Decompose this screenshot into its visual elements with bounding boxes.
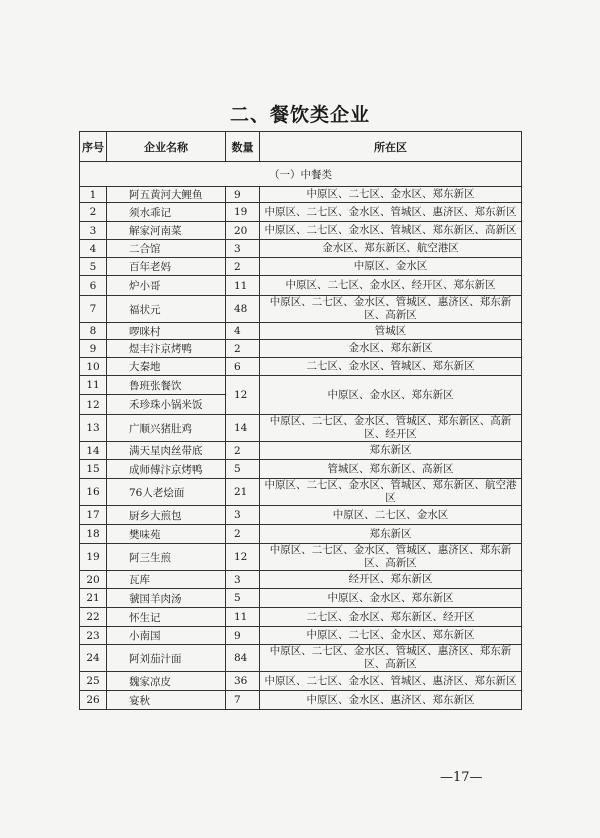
row-district: 中原区、二七区、金水区、管城区、郑东新区、高新区 (260, 222, 522, 240)
page-number: —17— (440, 770, 483, 785)
row-district: 管城区 (260, 323, 522, 340)
row-count: 9 (226, 187, 260, 203)
row-no: 9 (80, 340, 107, 358)
row-district: 管城区、郑东新区、高新区 (260, 460, 522, 479)
table-row (80, 240, 522, 258)
row-no: 11 (80, 376, 107, 395)
table-row (80, 415, 522, 442)
header-district: 所在区 (260, 132, 522, 162)
row-district: 中原区、二七区、金水区、管城区、惠济区、郑东新区、高新区 (260, 645, 522, 672)
table-row (80, 187, 522, 203)
section-row (80, 162, 522, 187)
row-count: 3 (226, 571, 260, 589)
row-count: 14 (226, 415, 260, 442)
row-district: 中原区、金水区、郑东新区 (260, 376, 522, 415)
row-no: 26 (80, 691, 107, 710)
row-district: 中原区、二七区、金水区、管城区、惠济区、郑东新区、高新区 (260, 544, 522, 571)
row-no: 15 (80, 460, 107, 479)
row-district: 郑东新区 (260, 525, 522, 544)
row-name: 小南国 (107, 627, 226, 645)
row-district: 金水区、郑东新区 (260, 340, 522, 358)
row-name: 禾珍珠小锅米饭 (107, 395, 226, 415)
table-row (80, 258, 522, 276)
row-district: 二七区、金水区、管城区、郑东新区 (260, 358, 522, 376)
row-count: 20 (226, 222, 260, 240)
row-no: 17 (80, 506, 107, 525)
row-name: 宴秋 (107, 691, 226, 710)
row-district: 中原区、金水区 (260, 258, 522, 276)
table-row (80, 544, 522, 571)
row-no: 10 (80, 358, 107, 376)
row-count: 2 (226, 258, 260, 276)
row-count: 12 (226, 376, 260, 415)
row-count: 11 (226, 276, 260, 296)
table-row (80, 323, 522, 340)
row-district: 中原区、金水区、惠济区、郑东新区 (260, 691, 522, 710)
row-name: 二合馆 (107, 240, 226, 258)
table-row (80, 358, 522, 376)
row-count: 5 (226, 460, 260, 479)
row-name: 鲁班张餐饮 (107, 376, 226, 395)
row-name: 广顺兴猪肚鸡 (107, 415, 226, 442)
row-count: 19 (226, 203, 260, 222)
row-district: 中原区、二七区、金水区、管城区、惠济区、郑东新区、高新区 (260, 296, 522, 323)
row-name: 阿五黄河大鲤鱼 (107, 187, 226, 203)
table-row (80, 460, 522, 479)
row-count: 3 (226, 506, 260, 525)
table-row (80, 479, 522, 506)
row-count: 21 (226, 479, 260, 506)
row-count: 11 (226, 608, 260, 627)
row-count: 2 (226, 442, 260, 460)
row-name: 魏家凉皮 (107, 672, 226, 691)
table-row (80, 589, 522, 608)
row-no: 23 (80, 627, 107, 645)
row-name: 瓦库 (107, 571, 226, 589)
row-name: 大秦地 (107, 358, 226, 376)
header-name: 企业名称 (107, 132, 226, 162)
row-count: 5 (226, 589, 260, 608)
row-name: 阿刘茄汁面 (107, 645, 226, 672)
header-no: 序号 (80, 132, 107, 162)
table-row (80, 276, 522, 296)
row-count: 9 (226, 627, 260, 645)
row-no: 13 (80, 415, 107, 442)
row-name: 解家河南菜 (107, 222, 226, 240)
row-no: 12 (80, 395, 107, 415)
row-no: 22 (80, 608, 107, 627)
row-no: 18 (80, 525, 107, 544)
row-no: 24 (80, 645, 107, 672)
row-district: 二七区、金水区、郑东新区、经开区 (260, 608, 522, 627)
row-name: 怀生记 (107, 608, 226, 627)
row-name: 虢国羊肉汤 (107, 589, 226, 608)
row-count: 48 (226, 296, 260, 323)
row-no: 16 (80, 479, 107, 506)
row-name: 炉小哥 (107, 276, 226, 296)
row-district: 中原区、二七区、金水区、郑东新区 (260, 187, 522, 203)
row-district: 金水区、郑东新区、航空港区 (260, 240, 522, 258)
table-header-row (80, 132, 522, 162)
row-district: 郑东新区 (260, 442, 522, 460)
row-name: 满天星肉丝带底 (107, 442, 226, 460)
row-name: 厨乡大煎包 (107, 506, 226, 525)
row-no: 6 (80, 276, 107, 296)
table-row (80, 608, 522, 627)
row-count: 6 (226, 358, 260, 376)
row-name: 须水乖记 (107, 203, 226, 222)
row-no: 5 (80, 258, 107, 276)
row-name: 成师傅汴京烤鸭 (107, 460, 226, 479)
row-district: 中原区、二七区、金水区、经开区、郑东新区 (260, 276, 522, 296)
row-name: 百年老妈 (107, 258, 226, 276)
row-count: 2 (226, 340, 260, 358)
table-row (80, 376, 522, 395)
header-count: 数量 (226, 132, 260, 162)
row-district: 中原区、二七区、金水区、管城区、郑东新区、高新区、经开区 (260, 415, 522, 442)
table-row (80, 571, 522, 589)
row-district: 中原区、金水区、郑东新区 (260, 589, 522, 608)
row-no: 2 (80, 203, 107, 222)
row-no: 19 (80, 544, 107, 571)
table-row (80, 296, 522, 323)
table-row (80, 506, 522, 525)
table-row (80, 627, 522, 645)
table-row (80, 340, 522, 358)
table-row (80, 672, 522, 691)
row-no: 3 (80, 222, 107, 240)
row-district: 中原区、二七区、金水区 (260, 506, 522, 525)
row-count: 36 (226, 672, 260, 691)
row-district: 中原区、二七区、金水区、管城区、惠济区、郑东新区 (260, 203, 522, 222)
row-name: 啰咪村 (107, 323, 226, 340)
row-count: 7 (226, 691, 260, 710)
row-district: 经开区、郑东新区 (260, 571, 522, 589)
table-row (80, 525, 522, 544)
row-count: 4 (226, 323, 260, 340)
row-district: 中原区、二七区、金水区、管城区、惠济区、郑东新区 (260, 672, 522, 691)
row-count: 84 (226, 645, 260, 672)
row-count: 3 (226, 240, 260, 258)
row-name: 福状元 (107, 296, 226, 323)
table-row (80, 203, 522, 222)
table-row (80, 645, 522, 672)
table-row (80, 222, 522, 240)
page-title: 二、餐饮类企业 (229, 104, 370, 126)
enterprise-table (79, 131, 522, 710)
row-district: 中原区、二七区、金水区、管城区、郑东新区、航空港区 (260, 479, 522, 506)
row-name: 阿三生煎 (107, 544, 226, 571)
row-count: 12 (226, 544, 260, 571)
row-no: 20 (80, 571, 107, 589)
row-name: 樊味苑 (107, 525, 226, 544)
row-count: 2 (226, 525, 260, 544)
table-row (80, 691, 522, 710)
section-label: （一）中餐类 (80, 162, 522, 187)
row-no: 7 (80, 296, 107, 323)
row-no: 1 (80, 187, 107, 203)
row-name: 76人老烩面 (107, 479, 226, 506)
table-row (80, 442, 522, 460)
row-no: 4 (80, 240, 107, 258)
row-no: 21 (80, 589, 107, 608)
row-no: 25 (80, 672, 107, 691)
row-no: 14 (80, 442, 107, 460)
row-no: 8 (80, 323, 107, 340)
row-district: 中原区、二七区、金水区、郑东新区 (260, 627, 522, 645)
row-name: 煜丰汴京烤鸭 (107, 340, 226, 358)
